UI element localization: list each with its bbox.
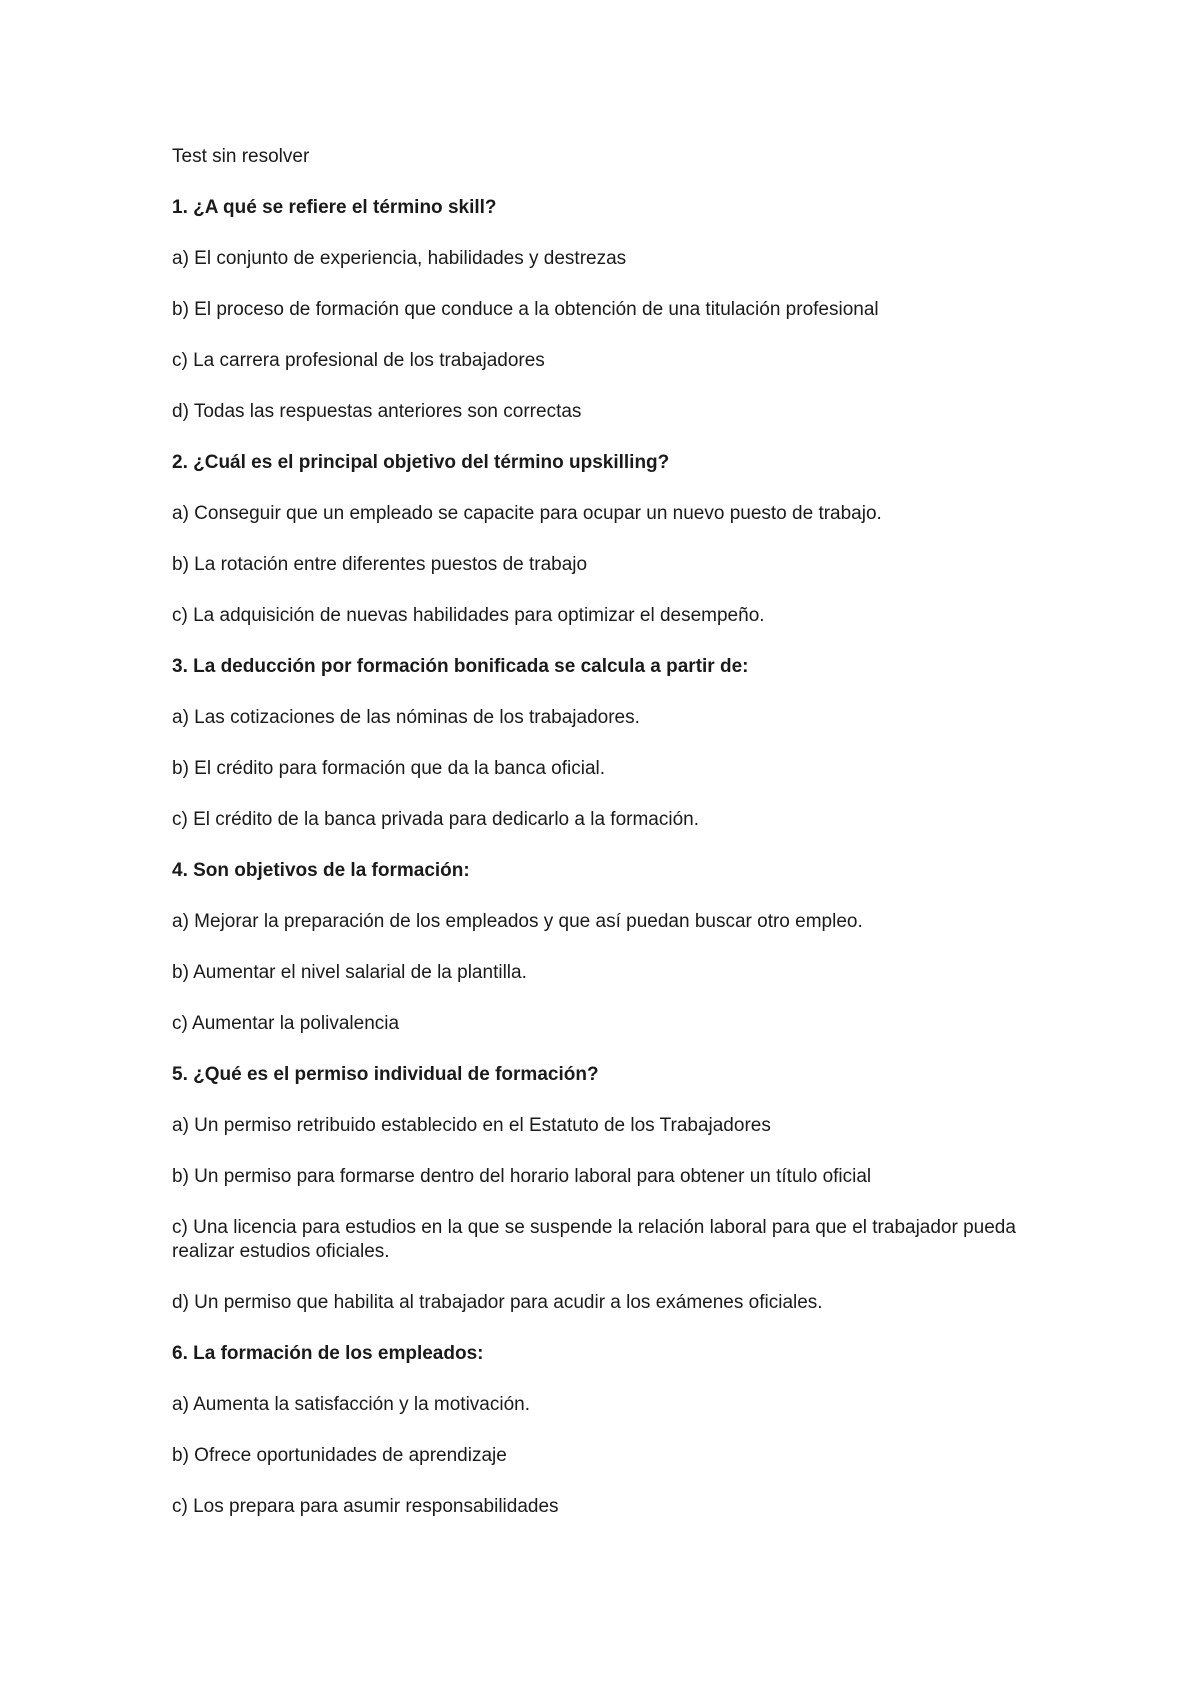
document-page xyxy=(172,145,1052,1546)
answer-options xyxy=(172,910,1052,1036)
answer-option: c) El crédito de la banca privada para dedicarlo a la formación. xyxy=(172,809,700,830)
answer-option: a) Conseguir que un empleado se capacite para ocupar un nuevo puesto de trabajo. xyxy=(172,503,882,524)
answer-option: a) Las cotizaciones de las nóminas de los trabajadores. xyxy=(172,707,640,728)
answer-option: b) Ofrece oportunidades de aprendizaje xyxy=(172,1445,507,1466)
answer-option: a) Aumenta la satisfacción y la motivación. xyxy=(172,1394,531,1415)
answer-options xyxy=(172,1393,1052,1519)
answer-options xyxy=(172,706,1052,832)
answer-options xyxy=(172,1114,1052,1315)
question-text: 3. La deducción por formación bonificada se calcula a partir de: xyxy=(172,656,749,677)
question-text: 1. ¿A qué se refiere el término skill? xyxy=(172,197,497,218)
answer-option: c) Una licencia para estudios en la que se suspende la relación laboral para que el trabajador pueda realizar estudios oficiales. xyxy=(172,1217,1016,1262)
answer-option: d) Un permiso que habilita al trabajador para acudir a los exámenes oficiales. xyxy=(172,1292,823,1313)
answer-options xyxy=(172,502,1052,628)
question-text: 6. La formación de los empleados: xyxy=(172,1343,484,1364)
answer-option: c) Aumentar la polivalencia xyxy=(172,1013,400,1034)
answer-option: b) Aumentar el nivel salarial de la plantilla. xyxy=(172,962,527,983)
question-1 xyxy=(172,196,1052,424)
answer-option: b) La rotación entre diferentes puestos de trabajo xyxy=(172,554,588,575)
question-text: 2. ¿Cuál es el principal objetivo del término upskilling? xyxy=(172,452,670,473)
question-text: 4. Son objetivos de la formación: xyxy=(172,860,470,881)
question-5 xyxy=(172,1063,1052,1315)
answer-option: a) Un permiso retribuido establecido en el Estatuto de los Trabajadores xyxy=(172,1115,771,1136)
answer-option: a) Mejorar la preparación de los empleados y que así puedan buscar otro empleo. xyxy=(172,911,863,932)
answer-option: b) El crédito para formación que da la banca oficial. xyxy=(172,758,606,779)
document-title: Test sin resolver xyxy=(172,146,310,167)
question-3 xyxy=(172,655,1052,832)
answer-option: b) Un permiso para formarse dentro del horario laboral para obtener un título oficial xyxy=(172,1166,872,1187)
question-text: 5. ¿Qué es el permiso individual de formación? xyxy=(172,1064,599,1085)
question-4 xyxy=(172,859,1052,1036)
answer-option: d) Todas las respuestas anteriores son correctas xyxy=(172,401,582,422)
answer-option: c) La carrera profesional de los trabajadores xyxy=(172,350,545,371)
answer-option: b) El proceso de formación que conduce a la obtención de una titulación profesional xyxy=(172,299,879,320)
answer-option: c) La adquisición de nuevas habilidades para optimizar el desempeño. xyxy=(172,605,765,626)
question-6 xyxy=(172,1342,1052,1519)
question-2 xyxy=(172,451,1052,628)
answer-option: a) El conjunto de experiencia, habilidades y destrezas xyxy=(172,248,627,269)
answer-option: c) Los prepara para asumir responsabilidades xyxy=(172,1496,559,1517)
answer-options xyxy=(172,247,1052,424)
